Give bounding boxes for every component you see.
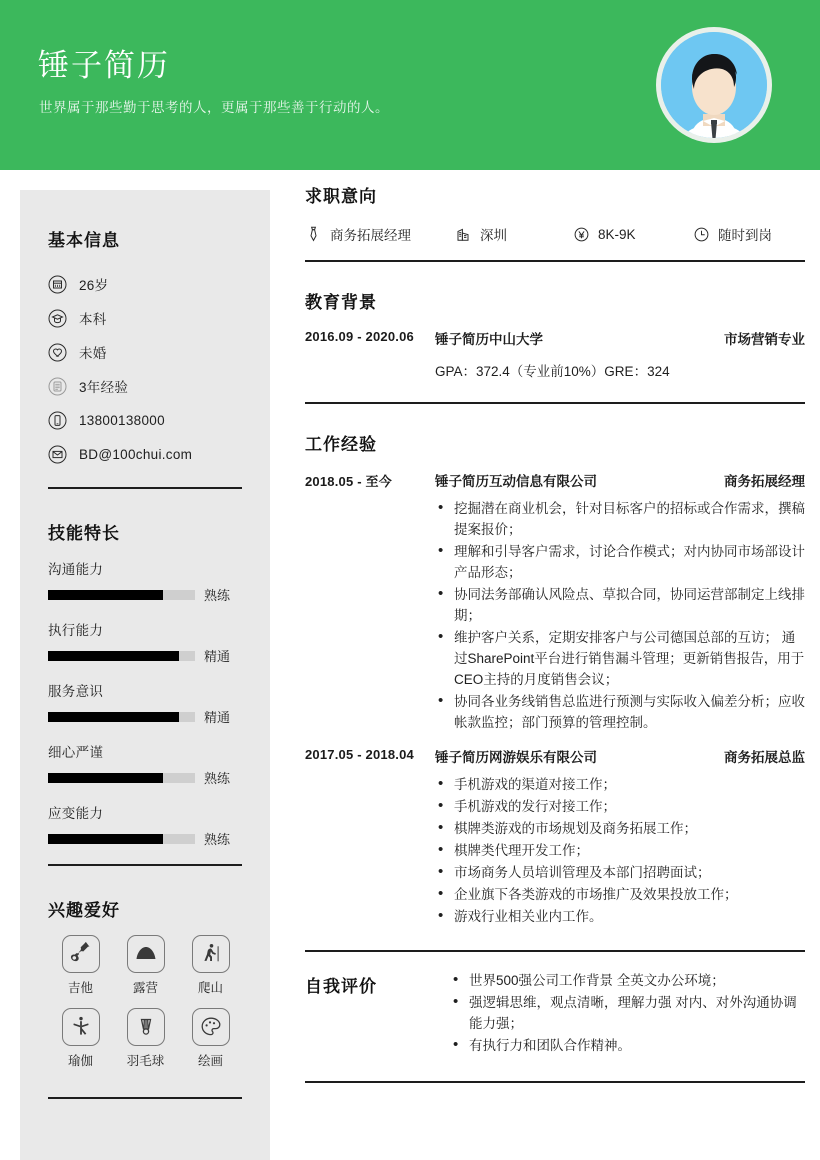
hobby-grid	[48, 935, 243, 1081]
bullet-item: • 世界500强公司工作背景 全英文办公环境；	[450, 970, 805, 991]
info-value: 13800138000	[79, 412, 165, 428]
necktie-icon	[305, 226, 322, 243]
entry-org: 锤子简历中山大学	[435, 332, 543, 347]
avatar-image	[661, 32, 767, 138]
hobby-label: 瑜伽	[67, 1054, 93, 1068]
skill-item	[48, 558, 242, 604]
intent-city	[455, 224, 573, 244]
info-row-email	[48, 437, 242, 471]
entry-date: 2018.05 - 至今	[305, 474, 392, 489]
divider	[305, 1081, 805, 1083]
bullet-item: • 棋牌类代理开发工作；	[435, 840, 805, 861]
bullet-item: • 游戏行业相关业内工作。	[435, 906, 805, 927]
yoga-icon	[62, 1008, 100, 1046]
skill-progress-track	[48, 590, 195, 600]
bullet-item: • 挖掘潜在商业机会，针对目标客户的招标或合作需求，撰稿提案报价；	[435, 498, 805, 540]
info-value: 本科	[79, 312, 107, 327]
education-entry	[305, 328, 805, 380]
intent-value: 8K-9K	[598, 226, 636, 242]
bullet-item: • 理解和引导客户需求，讨论合作模式；对内协同市场部设计产品形态；	[435, 541, 805, 583]
skill-level: 精通	[204, 649, 231, 664]
hobby-label: 爬山	[197, 981, 223, 995]
clock-icon	[693, 226, 710, 243]
hobby-label: 羽毛球	[126, 1054, 165, 1068]
entry-role: 商务拓展总监	[724, 750, 805, 765]
basic-info-title: 基本信息	[48, 231, 120, 250]
graduation-cap-icon	[48, 309, 67, 328]
skill-progress-fill	[48, 651, 179, 661]
skill-item	[48, 741, 242, 787]
bullet-item: • 企业旗下各类游戏的市场推广及效果投放工作；	[435, 884, 805, 905]
tent-icon	[127, 935, 165, 973]
info-value: 26岁	[79, 278, 109, 293]
work-entry	[305, 470, 805, 734]
info-row-marital	[48, 335, 242, 369]
section-title: 自我评价	[305, 977, 377, 996]
bullet-list	[435, 498, 805, 733]
skill-progress-fill	[48, 590, 163, 600]
skill-progress-track	[48, 712, 195, 722]
info-value: BD@100chui.com	[79, 446, 193, 462]
main-content	[305, 182, 805, 1083]
info-row-experience	[48, 369, 242, 403]
calendar-icon	[48, 275, 67, 294]
skill-progress-fill	[48, 712, 179, 722]
section-work	[305, 430, 805, 952]
skill-label: 应变能力	[48, 806, 104, 821]
guitar-icon	[62, 935, 100, 973]
divider	[48, 487, 242, 489]
intent-value: 商务拓展经理	[330, 228, 411, 243]
intent-value: 随时到岗	[718, 228, 772, 243]
hobbies-title: 兴趣爱好	[48, 901, 120, 920]
page-title: 锤子简历	[38, 48, 170, 83]
palette-icon	[192, 1008, 230, 1046]
avatar	[656, 27, 772, 143]
hobby-label: 绘画	[197, 1054, 223, 1068]
skill-level: 精通	[204, 710, 231, 725]
hobby-item	[113, 935, 178, 996]
hobby-item	[48, 1008, 113, 1069]
skill-progress-track	[48, 834, 195, 844]
bullet-item: • 手机游戏的发行对接工作；	[435, 796, 805, 817]
skill-label: 细心严谨	[48, 745, 104, 760]
sidebar	[20, 190, 270, 1160]
skill-item	[48, 680, 242, 726]
skill-level: 熟练	[204, 588, 231, 603]
entry-date: 2016.09 - 2020.06	[305, 329, 414, 344]
section-title: 教育背景	[305, 293, 377, 312]
entry-date: 2017.05 - 2018.04	[305, 747, 414, 762]
bullet-item: • 市场商务人员培训管理及本部门招聘面试；	[435, 862, 805, 883]
bullet-item: • 维护客户关系，定期安排客户与公司德国总部的互访； 通过SharePoint平台进行销售漏斗管理；更新销售报告，用于CEO主持的月度销售会议；	[435, 627, 805, 690]
heart-icon	[48, 343, 67, 362]
envelope-icon	[48, 445, 67, 464]
hobby-item	[48, 935, 113, 996]
info-row-age	[48, 267, 242, 301]
intent-salary	[573, 226, 693, 243]
section-self-evaluation	[305, 970, 805, 1083]
bullet-list	[450, 970, 805, 1057]
hiking-icon	[192, 935, 230, 973]
entry-org: 锤子简历互动信息有限公司	[435, 474, 597, 489]
yen-icon	[573, 226, 590, 243]
intent-row	[305, 224, 805, 244]
building-icon	[455, 226, 472, 243]
entry-note: GPA：372.4（专业前10%）GRE：324	[435, 364, 670, 379]
skill-progress-track	[48, 773, 195, 783]
work-entry	[305, 746, 805, 928]
skill-item	[48, 619, 242, 665]
phone-icon	[48, 411, 67, 430]
entry-role: 商务拓展经理	[724, 474, 805, 489]
section-education	[305, 288, 805, 404]
divider	[305, 402, 805, 404]
info-row-education	[48, 301, 242, 335]
skill-level: 熟练	[204, 832, 231, 847]
section-job-intent	[305, 182, 805, 262]
document-icon	[48, 377, 67, 396]
entry-role: 市场营销专业	[724, 332, 805, 347]
skill-label: 执行能力	[48, 623, 104, 638]
resume-header	[0, 0, 820, 170]
hobby-label: 露营	[132, 981, 158, 995]
avatar-illustration	[661, 32, 767, 138]
section-title: 工作经验	[305, 435, 377, 454]
skill-progress-track	[48, 651, 195, 661]
entry-org: 锤子简历网游娱乐有限公司	[435, 750, 597, 765]
info-value: 未婚	[79, 346, 107, 361]
intent-position	[305, 224, 455, 244]
bullet-item: • 手机游戏的渠道对接工作；	[435, 774, 805, 795]
divider	[305, 260, 805, 262]
badminton-icon	[127, 1008, 165, 1046]
hobby-item	[178, 935, 243, 996]
bullet-item: • 有执行力和团队合作精神。	[450, 1035, 805, 1056]
skill-progress-fill	[48, 834, 163, 844]
hobby-item	[113, 1008, 178, 1069]
bullet-list	[435, 774, 805, 927]
intent-value: 深圳	[480, 228, 507, 243]
hobby-label: 吉他	[67, 981, 93, 995]
divider	[305, 950, 805, 952]
skill-label: 服务意识	[48, 684, 104, 699]
skill-level: 熟练	[204, 771, 231, 786]
intent-availability	[693, 224, 772, 244]
info-value: 3年经验	[79, 380, 129, 395]
divider	[48, 864, 242, 866]
skills-title: 技能特长	[48, 524, 120, 543]
bullet-item: • 协同法务部确认风险点、草拟合同，协同运营部制定上线排期；	[435, 584, 805, 626]
divider	[48, 1097, 242, 1099]
hobby-item	[178, 1008, 243, 1069]
bullet-item: • 协同各业务线销售总监进行预测与实际收入偏差分析；应收帐款监控；部门预算的管理控制。	[435, 691, 805, 733]
info-row-phone	[48, 403, 242, 437]
header-tagline: 世界属于那些勤于思考的人，更属于那些善于行动的人。	[39, 100, 389, 115]
skill-progress-fill	[48, 773, 163, 783]
bullet-item: • 棋牌类游戏的市场规划及商务拓展工作；	[435, 818, 805, 839]
skill-label: 沟通能力	[48, 562, 104, 577]
bullet-item: • 强逻辑思维，观点清晰，理解力强 对内、对外沟通协调能力强；	[450, 992, 805, 1034]
section-title: 求职意向	[305, 187, 377, 206]
skill-item	[48, 802, 242, 848]
